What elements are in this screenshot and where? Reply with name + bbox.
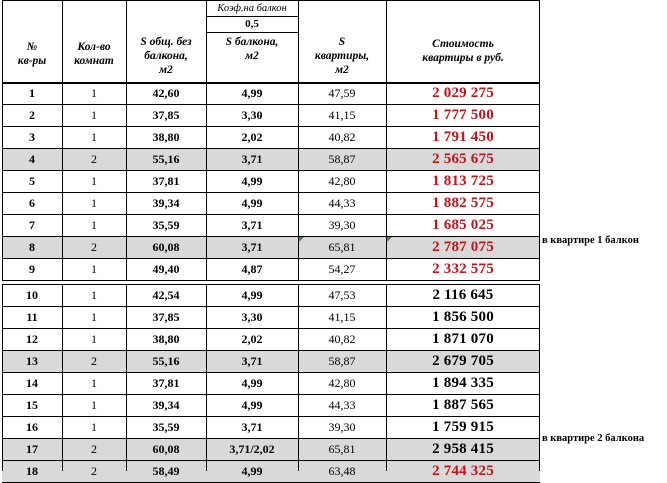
- cell-apartment-number: 3: [29, 129, 35, 144]
- cell-apartment-number: 6: [29, 195, 35, 210]
- table-row-border: [2, 214, 540, 215]
- note-two-balconies: в квартире 2 балкона: [542, 433, 645, 444]
- table-row-border: [2, 170, 540, 171]
- table-row-border: [2, 258, 540, 259]
- cell-room-count: 2: [91, 151, 97, 166]
- header-balcony-coefficient-value: 0,5: [245, 17, 259, 30]
- cell-apartment-area: 40,82: [328, 331, 356, 346]
- cell-apartment-number: 15: [26, 397, 38, 412]
- cell-apartment-number: 7: [29, 217, 35, 232]
- cell-apartment-price: 2 565 675: [432, 150, 494, 167]
- cell-area-without-balcony: 38,80: [152, 129, 180, 144]
- cell-apartment-price: 1 791 450: [432, 128, 494, 145]
- coefficient-header-border: [206, 32, 298, 33]
- header-apartment-area: S квартиры, м2: [314, 36, 370, 76]
- table-row-border: [2, 306, 540, 307]
- cell-apartment-price: 2 116 645: [432, 286, 494, 303]
- cell-room-count: 1: [91, 85, 97, 100]
- table-row-border: [2, 372, 540, 373]
- cell-apartment-number: 8: [29, 239, 35, 254]
- table-column-border: [126, 284, 127, 471]
- table-row-border: [2, 192, 540, 193]
- header-apartment-price: Стоимость квартиры в руб.: [422, 38, 504, 64]
- cell-area-without-balcony: 42,60: [152, 85, 180, 100]
- price-table: [2, 0, 540, 479]
- cell-apartment-area: 42,80: [328, 173, 356, 188]
- coefficient-header-border: [206, 16, 298, 17]
- cell-area-without-balcony: 35,59: [152, 419, 180, 434]
- cell-room-count: 1: [91, 217, 97, 232]
- cell-apartment-area: 41,15: [328, 107, 356, 122]
- cell-apartment-price: 1 813 725: [432, 172, 494, 189]
- cell-balcony-area: 3,71: [241, 419, 263, 434]
- cell-room-count: 1: [91, 261, 97, 276]
- cell-comment-marker: [387, 237, 392, 242]
- cell-room-count: 1: [91, 129, 97, 144]
- cell-balcony-area: 3,71: [241, 353, 263, 368]
- cell-room-count: 2: [91, 463, 97, 478]
- table-row-border: [2, 126, 540, 127]
- cell-apartment-number: 10: [26, 287, 38, 302]
- table-column-border: [539, 0, 540, 280]
- cell-apartment-area: 42,80: [328, 375, 356, 390]
- cell-apartment-area: 39,30: [328, 419, 356, 434]
- cell-apartment-area: 58,87: [328, 151, 356, 166]
- cell-area-without-balcony: 37,85: [152, 309, 180, 324]
- cell-apartment-area: 44,33: [328, 195, 356, 210]
- table-column-border: [206, 284, 207, 471]
- cell-apartment-area: 44,33: [328, 397, 356, 412]
- cell-apartment-area: 63,48: [328, 463, 356, 478]
- cell-apartment-price: 1 882 575: [432, 194, 494, 211]
- cell-apartment-number: 5: [29, 173, 35, 188]
- header-balcony-area: S балкона, м2: [225, 36, 279, 62]
- cell-balcony-area: 3,30: [241, 309, 263, 324]
- cell-apartment-area: 40,82: [328, 129, 356, 144]
- table-row-border: [2, 394, 540, 395]
- cell-apartment-number: 2: [29, 107, 35, 122]
- cell-apartment-number: 1: [29, 85, 35, 100]
- cell-balcony-area: 4,99: [241, 287, 263, 302]
- cell-apartment-price: 2 958 415: [432, 440, 494, 457]
- cell-balcony-area: 4,99: [241, 397, 263, 412]
- cell-apartment-price: 1 894 335: [432, 374, 494, 391]
- cell-room-count: 1: [91, 331, 97, 346]
- cell-area-without-balcony: 58,49: [152, 463, 180, 478]
- cell-room-count: 1: [91, 419, 97, 434]
- cell-apartment-price: 1 777 500: [432, 106, 494, 123]
- cell-apartment-area: 65,81: [328, 239, 356, 254]
- cell-balcony-area: 4,99: [241, 195, 263, 210]
- table-column-border: [62, 284, 63, 471]
- cell-area-without-balcony: 37,81: [152, 173, 180, 188]
- cell-area-without-balcony: 37,85: [152, 107, 180, 122]
- cell-area-without-balcony: 55,16: [152, 353, 180, 368]
- table-row-border: [2, 460, 540, 461]
- cell-room-count: 2: [91, 353, 97, 368]
- table-column-border: [386, 284, 387, 471]
- cell-area-without-balcony: 49,40: [152, 261, 180, 276]
- cell-apartment-price: 2 029 275: [432, 84, 494, 101]
- table-row-border: [2, 284, 540, 285]
- cell-balcony-area: 3,71: [241, 217, 263, 232]
- table-row-border: [2, 0, 540, 1]
- cell-apartment-price: 2 787 075: [432, 238, 494, 255]
- cell-apartment-area: 54,27: [328, 261, 356, 276]
- cell-room-count: 1: [91, 287, 97, 302]
- cell-apartment-number: 4: [29, 151, 35, 166]
- table-row-border: [2, 328, 540, 329]
- table-column-border: [62, 0, 63, 280]
- table-row-border: [2, 416, 540, 417]
- cell-apartment-price: 1 759 915: [432, 418, 494, 435]
- cell-apartment-number: 9: [29, 261, 35, 276]
- cell-balcony-area: 3,30: [241, 107, 263, 122]
- note-one-balcony: в квартире 1 балкон: [542, 235, 639, 246]
- cell-area-without-balcony: 38,80: [152, 331, 180, 346]
- cell-balcony-area: 4,99: [241, 173, 263, 188]
- header-room-count: Кол-во комнат: [74, 41, 114, 67]
- table-column-border: [126, 0, 127, 280]
- cell-balcony-area: 3,71: [241, 239, 263, 254]
- cell-apartment-number: 16: [26, 419, 38, 434]
- cell-apartment-number: 13: [26, 353, 38, 368]
- cell-apartment-price: 2 744 325: [432, 462, 494, 479]
- cell-area-without-balcony: 35,59: [152, 217, 180, 232]
- cell-balcony-area: 4,99: [241, 85, 263, 100]
- cell-balcony-area: 2,02: [241, 331, 263, 346]
- cell-apartment-number: 17: [26, 441, 38, 456]
- table-row-border: [2, 438, 540, 439]
- cell-area-without-balcony: 60,08: [152, 441, 180, 456]
- cell-area-without-balcony: 42,54: [152, 287, 180, 302]
- cell-balcony-area: 3,71: [241, 151, 263, 166]
- table-row-border: [2, 280, 540, 281]
- cell-area-without-balcony: 55,16: [152, 151, 180, 166]
- cell-apartment-area: 47,59: [328, 85, 356, 100]
- cell-balcony-area: 2,02: [241, 129, 263, 144]
- cell-comment-marker: [299, 237, 304, 242]
- cell-apartment-price: 1 887 565: [432, 396, 494, 413]
- cell-room-count: 1: [91, 375, 97, 390]
- cell-balcony-area: 4,87: [241, 261, 263, 276]
- cell-apartment-number: 12: [26, 331, 38, 346]
- cell-room-count: 2: [91, 441, 97, 456]
- cell-apartment-area: 41,15: [328, 309, 356, 324]
- cell-area-without-balcony: 60,08: [152, 239, 180, 254]
- cell-apartment-area: 65,81: [328, 441, 356, 456]
- cell-apartment-area: 39,30: [328, 217, 356, 232]
- cell-balcony-area: 4,99: [241, 375, 263, 390]
- table-row-border: [2, 82, 540, 84]
- header-balcony-coefficient-label: Коэф.на балкон: [217, 2, 287, 14]
- cell-apartment-number: 14: [26, 375, 38, 390]
- cell-room-count: 1: [91, 195, 97, 210]
- table-column-border: [206, 0, 207, 280]
- cell-room-count: 1: [91, 309, 97, 324]
- table-row-border: [2, 104, 540, 105]
- cell-apartment-area: 58,87: [328, 353, 356, 368]
- table-column-border: [2, 284, 3, 471]
- table-row-border: [2, 148, 540, 149]
- cell-apartment-number: 11: [26, 309, 38, 324]
- cell-balcony-area: 3,71/2,02: [229, 441, 275, 456]
- cell-area-without-balcony: 39,34: [152, 397, 180, 412]
- cell-area-without-balcony: 37,81: [152, 375, 180, 390]
- header-area-without-balcony: S общ. без балкона, м2: [140, 36, 192, 76]
- cell-room-count: 1: [91, 107, 97, 122]
- cell-area-without-balcony: 39,34: [152, 195, 180, 210]
- cell-room-count: 1: [91, 397, 97, 412]
- cell-room-count: 2: [91, 239, 97, 254]
- cell-balcony-area: 4,99: [241, 463, 263, 478]
- table-column-border: [2, 0, 3, 280]
- cell-apartment-price: 1 856 500: [432, 308, 494, 325]
- cell-room-count: 1: [91, 173, 97, 188]
- header-apartment-number: № кв-ры: [17, 41, 47, 67]
- table-row-border: [2, 350, 540, 351]
- cell-apartment-price: 2 332 575: [432, 260, 494, 277]
- table-row-border: [2, 236, 540, 237]
- cell-apartment-price: 1 871 070: [432, 330, 494, 347]
- cell-apartment-price: 2 679 705: [432, 352, 494, 369]
- cell-apartment-price: 1 685 025: [432, 216, 494, 233]
- table-column-border: [298, 284, 299, 471]
- cell-apartment-area: 47,53: [328, 287, 356, 302]
- cell-apartment-number: 18: [26, 463, 38, 478]
- table-column-border: [539, 284, 540, 471]
